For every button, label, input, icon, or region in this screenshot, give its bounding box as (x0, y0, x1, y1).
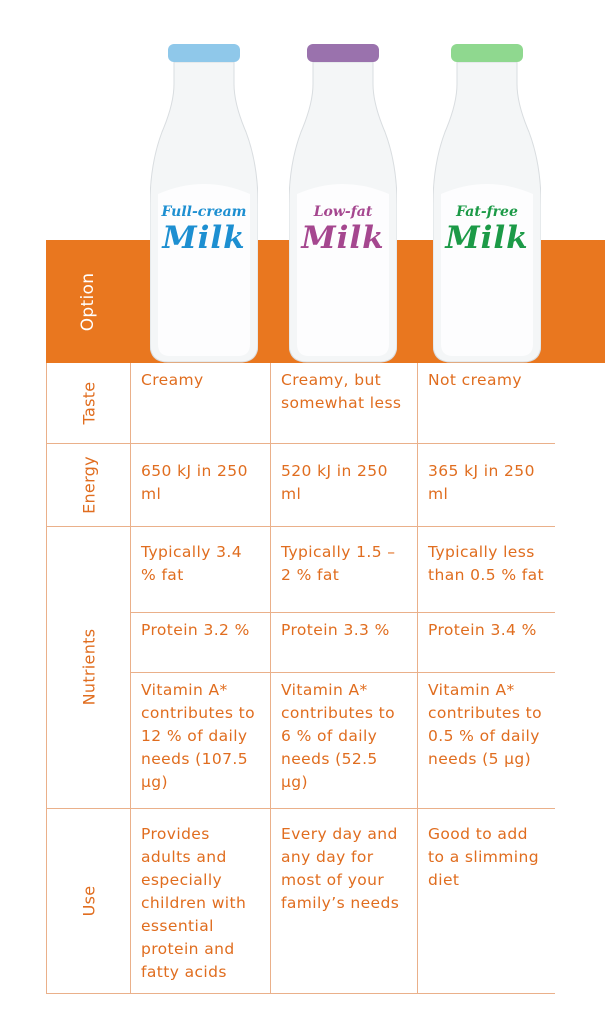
table-cell: Vitamin A* contributes to 6 % of daily needs (52.5 µg) (271, 672, 418, 808)
table-cell: Vitamin A* contributes to 0.5 % of daily needs (5 µg) (418, 672, 555, 808)
table-row-use (47, 808, 555, 993)
bottle-low-fat (289, 44, 397, 364)
table-cell: Protein 3.2 % (131, 612, 271, 672)
table-cell: 365 kJ in 250 ml (418, 443, 555, 526)
bottle-brand-main: Milk (162, 220, 246, 256)
bottle-full-cream (150, 44, 258, 364)
option-label: Option (78, 272, 98, 331)
bottle-brand-top: Low-fat (313, 204, 373, 220)
row-label-use: Use (47, 808, 131, 993)
row-label-nutrients: Nutrients (47, 526, 131, 808)
table-row-energy (47, 443, 555, 526)
table-cell: Every day and any day for most of your family’s needs (271, 808, 418, 993)
bottle-brand-top: Fat-free (456, 204, 518, 220)
table-cell: Typically less than 0.5 % fat (418, 526, 555, 612)
table-cell: Provides adults and especially children with essential protein and fatty acids (131, 808, 271, 993)
table-cell: Creamy (131, 363, 271, 443)
table-cell: 650 kJ in 250 ml (131, 443, 271, 526)
table-row-nutrients-fat (47, 526, 555, 612)
table-cell: Not creamy (418, 363, 555, 443)
table-cell: Typically 3.4 % fat (131, 526, 271, 612)
milk-comparison-table (46, 363, 555, 994)
row-label-energy: Energy (47, 443, 131, 526)
bottle-brand-main: Milk (445, 220, 529, 256)
bottle-brand-main: Milk (301, 220, 385, 256)
bottle-cap (168, 44, 240, 62)
bottle-cap (307, 44, 379, 62)
bottle-brand-top: Full-cream (161, 204, 247, 220)
row-label-taste: Taste (47, 363, 131, 443)
table-row-taste (47, 363, 555, 443)
table-cell: Protein 3.4 % (418, 612, 555, 672)
option-header (46, 240, 130, 363)
bottle-fat-free (433, 44, 541, 364)
bottle-cap (451, 44, 523, 62)
table-cell: Good to add to a slimming diet (418, 808, 555, 993)
table-cell: Creamy, but somewhat less (271, 363, 418, 443)
table-cell: Vitamin A* contributes to 12 % of daily needs (107.5 µg) (131, 672, 271, 808)
table-cell: Protein 3.3 % (271, 612, 418, 672)
table-cell: 520 kJ in 250 ml (271, 443, 418, 526)
table-cell: Typically 1.5 – 2 % fat (271, 526, 418, 612)
